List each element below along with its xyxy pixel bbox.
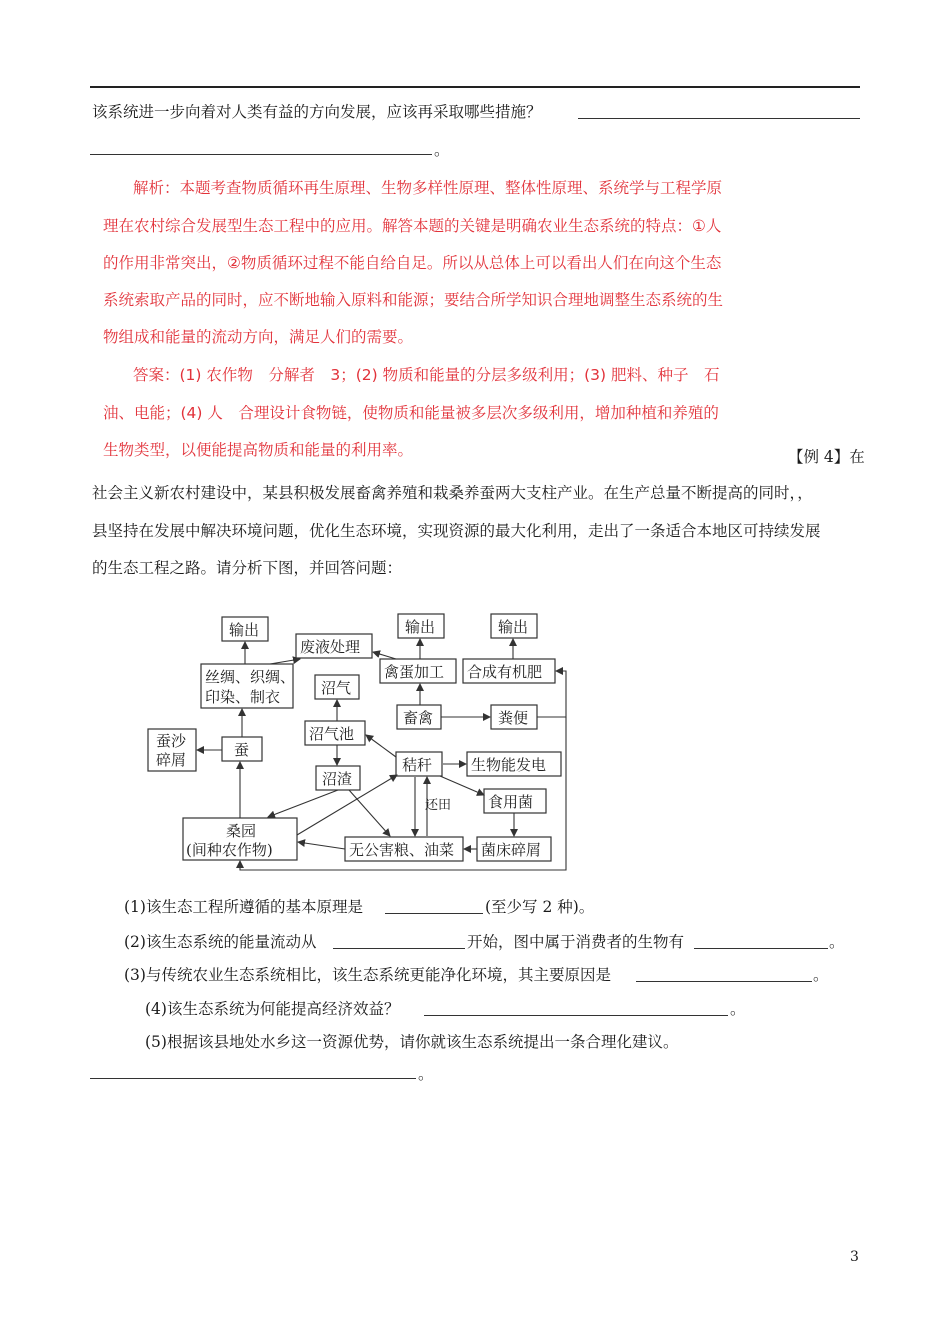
answer-blank[interactable] xyxy=(90,1078,416,1079)
answer-line: 答案：(1) 农作物 分解者 3；(2) 物质和能量的分层多级利用；(3) 肥料、种子 石 xyxy=(133,366,720,384)
flow-arrow xyxy=(366,735,396,757)
analysis-line: 的作用非常突出，②物质循环过程不能自给自足。所以从总体上可以看出人们在向这个生态 xyxy=(103,254,722,272)
question-1-tail: (至少写 2 种)。 xyxy=(485,898,595,916)
answer-blank[interactable] xyxy=(424,1015,728,1016)
node-output-3: 输出 xyxy=(498,618,529,636)
question-1-text: (1)该生态工程所遵循的基本原理是 xyxy=(124,898,363,916)
node-straw: 秸秆 xyxy=(402,756,433,774)
flow-arrow xyxy=(349,790,390,836)
analysis-line: 系统索取产品的同时，应不断地输入原料和能源；要结合所学知识合理地调整生态系统的生 xyxy=(103,291,724,309)
node-mushroom: 食用菌 xyxy=(488,793,534,811)
prev-question-line1: 该系统进一步向着对人类有益的方向发展，应该再采取哪些措施？ xyxy=(92,103,542,121)
answer-line: 油、电能；(4) 人 合理设计食物链，使物质和能量被多层次多级利用，增加种植和养殖的 xyxy=(103,404,719,422)
analysis-line: 理在农村综合发展型生态工程中的应用。解答本题的关键是明确农业生态系统的特点：①人 xyxy=(103,217,722,235)
answer-blank[interactable] xyxy=(694,948,828,949)
flow-arrow xyxy=(440,776,484,795)
question-2-text: (2)该生态系统的能量流动从 xyxy=(124,933,317,951)
question-3-tail: 。 xyxy=(813,966,829,984)
node-silk-2: 印染、制衣 xyxy=(205,688,281,706)
node-mulberry-2: (间种农作物) xyxy=(186,841,273,859)
node-bio-power: 生物能发电 xyxy=(471,756,547,774)
node-silk-1: 丝绸、织绸、 xyxy=(205,668,296,686)
label-return-to-field: 还田 xyxy=(425,798,452,813)
node-mulberry-1: 桑园 xyxy=(226,822,257,840)
example-line: 社会主义新农村建设中，某县积极发展畜禽养殖和栽桑养蚕两大支柱产业。在生产总量不断提高的同时，， xyxy=(92,484,813,502)
analysis-line: 解析：本题考查物质循环再生原理、生物多样性原理、整体性原理、系统学与工程学原 xyxy=(133,179,723,197)
example-label: 【例 4】在 xyxy=(788,448,865,466)
node-waste-treatment: 废液处理 xyxy=(300,638,361,656)
question-2-tail: 。 xyxy=(829,933,845,951)
page-number: 3 xyxy=(850,1249,859,1265)
example-line: 县坚持在发展中解决环境问题，优化生态环境，实现资源的最大化利用，走出了一条适合本地区可持续发展 xyxy=(92,522,821,540)
node-grain-oil: 无公害粮、油菜 xyxy=(349,841,455,859)
node-silkworm: 蚕 xyxy=(234,741,250,759)
period: 。 xyxy=(434,141,450,159)
flow-arrow xyxy=(298,842,345,849)
node-output-2: 输出 xyxy=(405,618,436,636)
node-silkworm-sand-1: 蚕沙 xyxy=(156,732,187,750)
node-output-1: 输出 xyxy=(229,621,260,639)
question-4-text: (4)该生态系统为何能提高经济效益？ xyxy=(145,1000,400,1018)
node-egg-processing: 禽蛋加工 xyxy=(384,663,445,681)
node-mushroom-bed: 菌床碎屑 xyxy=(481,841,542,859)
node-silkworm-sand-2: 碎屑 xyxy=(156,751,187,769)
answer-blank[interactable] xyxy=(385,913,483,914)
node-biogas: 沼气 xyxy=(321,679,352,697)
analysis-line: 物组成和能量的流动方向，满足人们的需要。 xyxy=(103,328,414,346)
node-organic-fertilizer: 合成有机肥 xyxy=(467,663,543,681)
node-biogas-pool: 沼气池 xyxy=(309,725,355,743)
example-line: 的生态工程之路。请分析下图，并回答问题： xyxy=(92,559,403,577)
flow-arrow xyxy=(373,652,396,659)
answer-line: 生物类型，以便能提高物质和能量的利用率。 xyxy=(103,441,414,459)
flow-arrow xyxy=(268,790,338,817)
node-biogas-residue: 沼渣 xyxy=(322,770,353,788)
node-manure: 粪便 xyxy=(498,709,529,727)
question-2-middle: 开始，图中属于消费者的生物有 xyxy=(467,933,685,951)
question-4-tail: 。 xyxy=(730,1000,746,1018)
question-5-text: (5)根据该县地处水乡这一资源优势，请你就该生态系统提出一条合理化建议。 xyxy=(145,1033,679,1051)
answer-blank[interactable] xyxy=(636,981,812,982)
answer-blank[interactable] xyxy=(333,948,465,949)
question-3-text: (3)与传统农业生态系统相比，该生态系统更能净化环境，其主要原因是 xyxy=(124,966,611,984)
node-livestock: 畜禽 xyxy=(403,709,434,727)
flow-arrow xyxy=(270,659,300,664)
question-5-tail: 。 xyxy=(418,1065,434,1083)
